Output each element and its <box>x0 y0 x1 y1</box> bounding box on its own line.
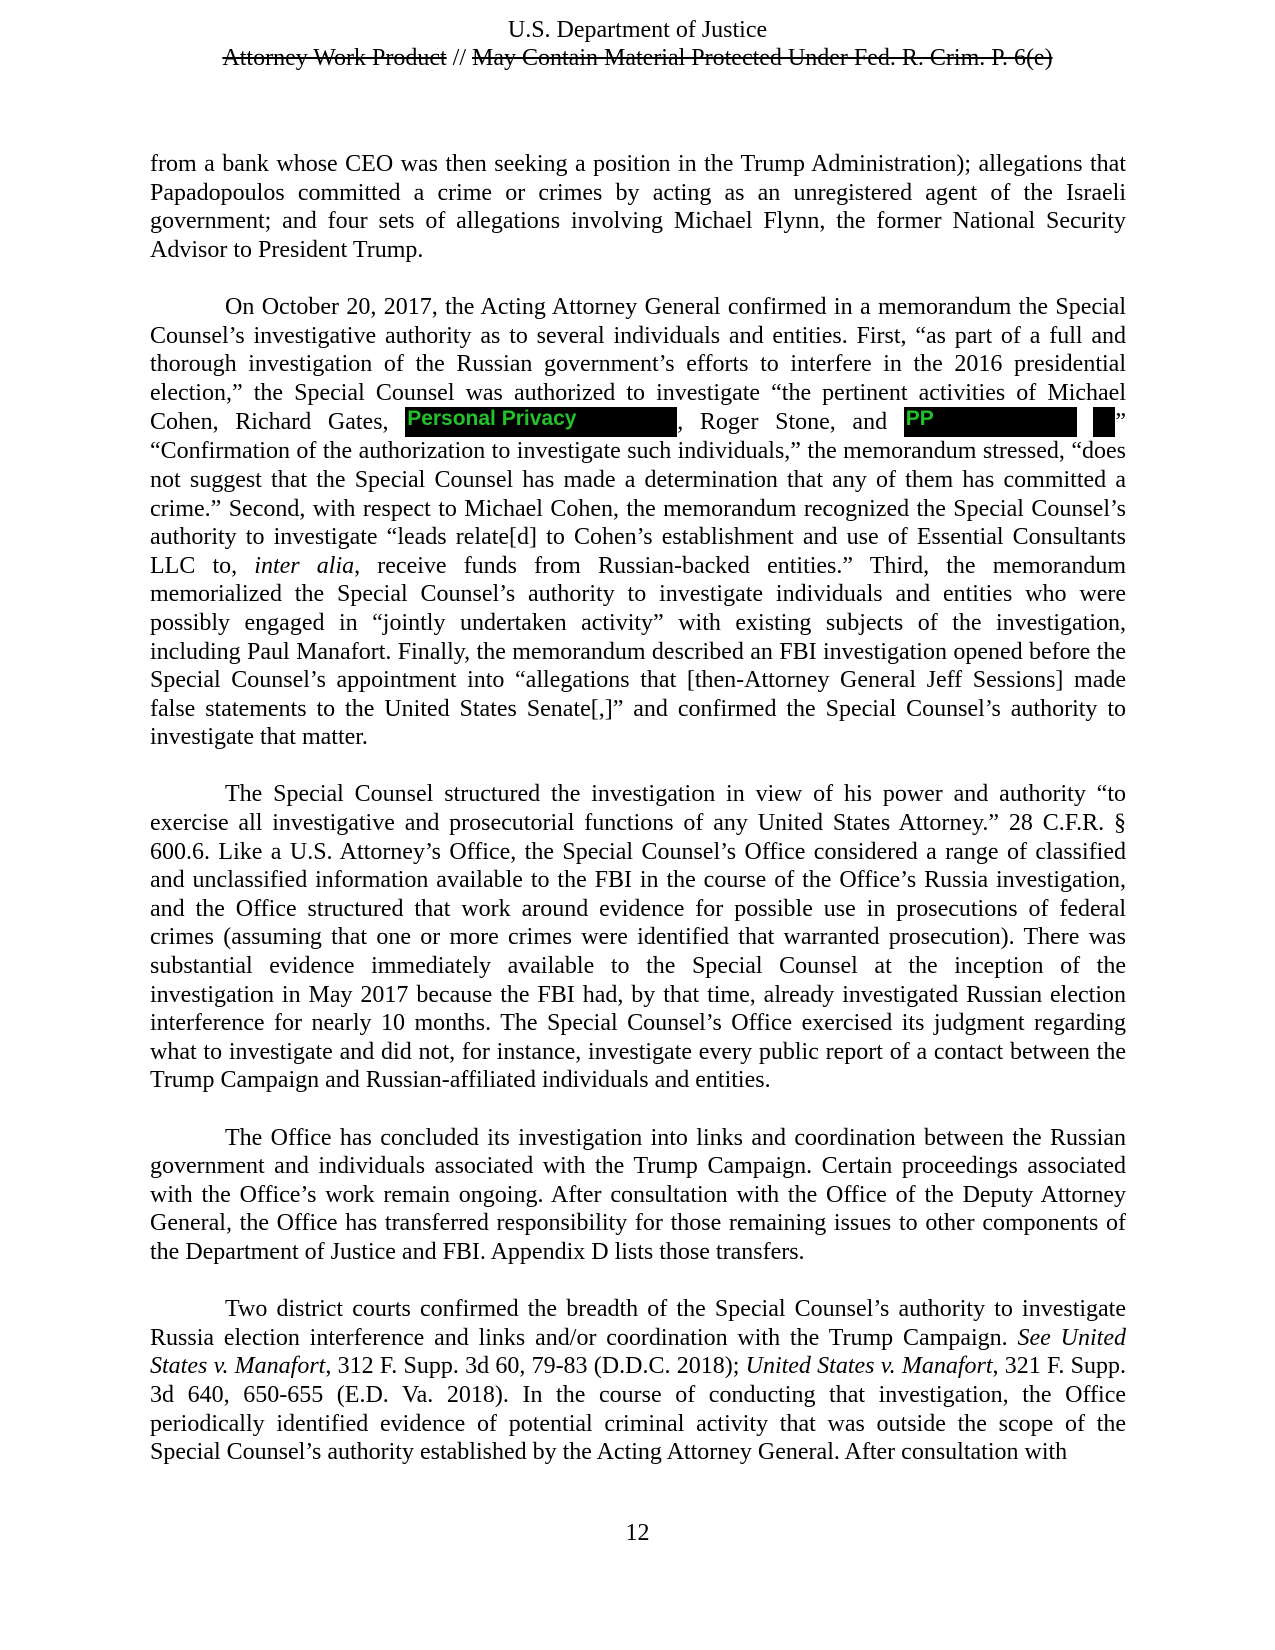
paragraph-4: The Office has concluded its investigation into links and coordination between the Russian government and individuals associated with the Trump Campaign. Certain proceedings associated with the Office’s work remain ongoing. After consultation with the Office of the Deputy Attorney General, the Office has transferred responsibility for those remaining issues to other components of the Department of Justice and FBI. Appendix D lists those transfers. <box>150 1124 1126 1265</box>
body-text <box>150 150 1126 1495</box>
italic-case-citation-1: See United States v. Manafort <box>150 1324 1127 1380</box>
paragraph-5-text-c: , 321 F. Supp. 3d 640, 650-655 (E.D. Va. 2018). In the course of conducting that investigation, the Office periodically identified evidence of potential criminal activity that was outside the scope of the Special Counsel’s authority established by the Acting Attorney General. After consultation with <box>150 1353 1127 1466</box>
redaction-box-pp: PP <box>904 407 1077 437</box>
page-header <box>0 16 1275 72</box>
paragraph-2-text-a: On October 20, 2017, the Acting Attorney General confirmed in a memorandum the Special Counsel’s investigative authority as to several individuals and entities. First, “as part of a full and thorough investigation of the Russian government’s efforts to interfere in the 2016 presidential election,” the Special Counsel was authorized to investigate “the pertinent activities of Michael Cohen, Richard Gates, <box>150 293 1126 436</box>
paragraph-5-text-b: , 312 F. Supp. 3d 60, 79-83 (D.D.C. 2018); <box>325 1353 746 1380</box>
paragraph-2-text-c: ” “Confirmation of the authorization to investigate such individuals,” the memorandum stressed, “does not suggest that the Special Counsel has made a determination that any of them has committed a crime.” Second, with respect to Michael Cohen, the memorandum recognized the Special Counsel’s authority to investigate “leads relate[d] to Cohen’s establishment and use of Essential Consultants LLC to, <box>150 409 1126 579</box>
redaction-box-personal-privacy: Personal Privacy <box>405 407 677 437</box>
page-number: 12 <box>625 1520 650 1546</box>
paragraph-5 <box>150 1295 1126 1467</box>
header-department: U.S. Department of Justice <box>507 17 768 43</box>
paragraph-2-text-b: , Roger Stone, and <box>677 409 904 436</box>
header-separator: // <box>446 45 473 71</box>
italic-inter-alia: inter alia <box>254 552 355 579</box>
header-work-product: Attorney Work Product <box>222 45 447 71</box>
paragraph-3: The Special Counsel structured the investigation in view of his power and authority “to exercise all investigative and prosecutorial functions of any United States Attorney.” 28 C.F.R. § 600.6. Like a U.S. Attorney’s Office, the Special Counsel’s Office considered a range of classified and unclassified information available to the FBI in the course of the Office’s Russia investigation, and the Office structured that work around evidence for possible use in prosecutions of federal crimes (assuming that one or more crimes were identified that warranted prosecution). There was substantial evidence immediately available to the Special Counsel at the inception of the investigation in May 2017 because the FBI had, by that time, already investigated Russian election interference for nearly 10 months. The Special Counsel’s Office exercised its judgment regarding what to investigate and did not, for instance, investigate every public report of a contact between the Trump Campaign and Russian-affiliated individuals and entities. <box>150 781 1126 1094</box>
redaction-box-continued <box>1093 407 1115 437</box>
paragraph-2 <box>150 293 1126 752</box>
header-grand-jury-notice: May Contain Material Protected Under Fed. R. Crim. P. 6(e) <box>472 45 1053 71</box>
paragraph-2-text-d: , receive funds from Russian-backed entities.” Third, the memorandum memorialized the Special Counsel’s authority to investigate individuals and entities who were possibly engaged in “jointly undertaken activity” with existing subjects of the investigation, including Paul Manafort. Finally, the memorandum described an FBI investigation opened before the Special Counsel’s appointment into “allegations that [then-Attorney General Jeff Sessions] made false statements to the United States Senate[,]” and confirmed the Special Counsel’s authority to investigate that matter. <box>150 552 1127 751</box>
header-classification <box>0 44 1275 72</box>
paragraph-5-text-a: Two district courts confirmed the breadth of the Special Counsel’s authority to investigate Russia election interference and links and/or coordination with the Trump Campaign. <box>150 1296 1126 1351</box>
paragraph-1: from a bank whose CEO was then seeking a position in the Trump Administration); allegations that Papadopoulos committed a crime or crimes by acting as an unregistered agent of the Israeli government; and four sets of allegations involving Michael Flynn, the former National Security Advisor to President Trump. <box>150 151 1126 263</box>
italic-case-citation-2: United States v. Manafort <box>745 1353 993 1380</box>
